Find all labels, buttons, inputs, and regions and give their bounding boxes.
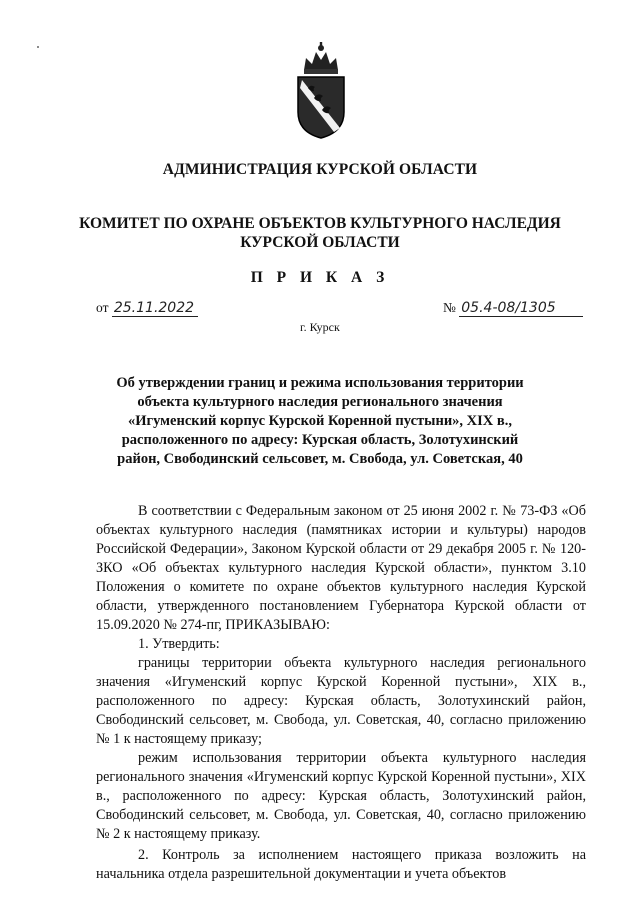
paragraph-approve: 1. Утвердить: — [138, 636, 220, 652]
paragraph-preamble: В соответствии с Федеральным законом от 25 июня 2002 г. № 73-ФЗ «Об объектах культурного наследия (памятниках истории и культуры) народов Российской Федерации», Законом Курской области от 29 декабря 2005 г. № 120-ЗКО «Об объектах культурного наследия Курской области», пунктом 3.10 Положения о комитете по охране объектов культурного наследия Курской области, утвержденного постановлением Губернатора Курской области от 15.09.2020 № 274-пг, ПРИКАЗЫВАЮ: — [96, 503, 586, 633]
committee-heading-line1: КОМИТЕТ ПО ОХРАНЕ ОБЪЕКТОВ КУЛЬТУРНОГО НАСЛЕДИЯ — [79, 215, 561, 232]
paragraph-regime: режим использования территории объекта культурного наследия регионального значения «Игуменский корпус Курской Коренной пустыни», XIX в., расположенного по адресу: Курская область, Золотухинский район, Свободинский сельсовет, м. Свобода, ул. Советская, 40, согласно приложению № 2 к настоящему приказу. — [96, 750, 586, 842]
scan-speck — [37, 46, 39, 48]
paragraph-control: 2. Контроль за исполнением настоящего приказа возложить на начальника отдела разрешительной документации и учета объектов — [96, 847, 586, 882]
city-label: г. Курск — [300, 320, 340, 334]
coat-of-arms-emblem — [292, 40, 350, 140]
date-handwritten: 25.11.2022 — [112, 301, 198, 317]
committee-heading-line2: КУРСКОЙ ОБЛАСТИ — [240, 234, 400, 251]
date-prefix: от — [96, 300, 109, 315]
committee-heading — [0, 214, 640, 252]
number-prefix: № — [443, 300, 456, 315]
order-date — [96, 300, 198, 317]
administration-heading: АДМИНИСТРАЦИЯ КУРСКОЙ ОБЛАСТИ — [162, 161, 478, 178]
number-handwritten: 05.4-08/1305 — [459, 301, 583, 317]
document-type-title: П Р И К А З — [250, 269, 390, 286]
order-subject: Об утверждении границ и режима использования территории объекта культурного наследия регионального значения «Игуменский корпус Курской Коренной пустыни», XIX в., расположенного по адресу: Курская область, Золотухинский район, Свободинский сельсовет, м. Свобода, ул. Советская, 40 — [116, 375, 524, 467]
paragraph-boundaries: границы территории объекта культурного наследия регионального значения «Игуменский корпус Курской Коренной пустыни», XIX в., расположенного по адресу: Курская область, Золотухинский район, Свободинский сельсовет, м. Свобода, ул. Советская, 40, согласно приложению № 1 к настоящему приказу; — [96, 655, 586, 747]
order-body — [96, 502, 586, 884]
order-number — [443, 300, 583, 317]
